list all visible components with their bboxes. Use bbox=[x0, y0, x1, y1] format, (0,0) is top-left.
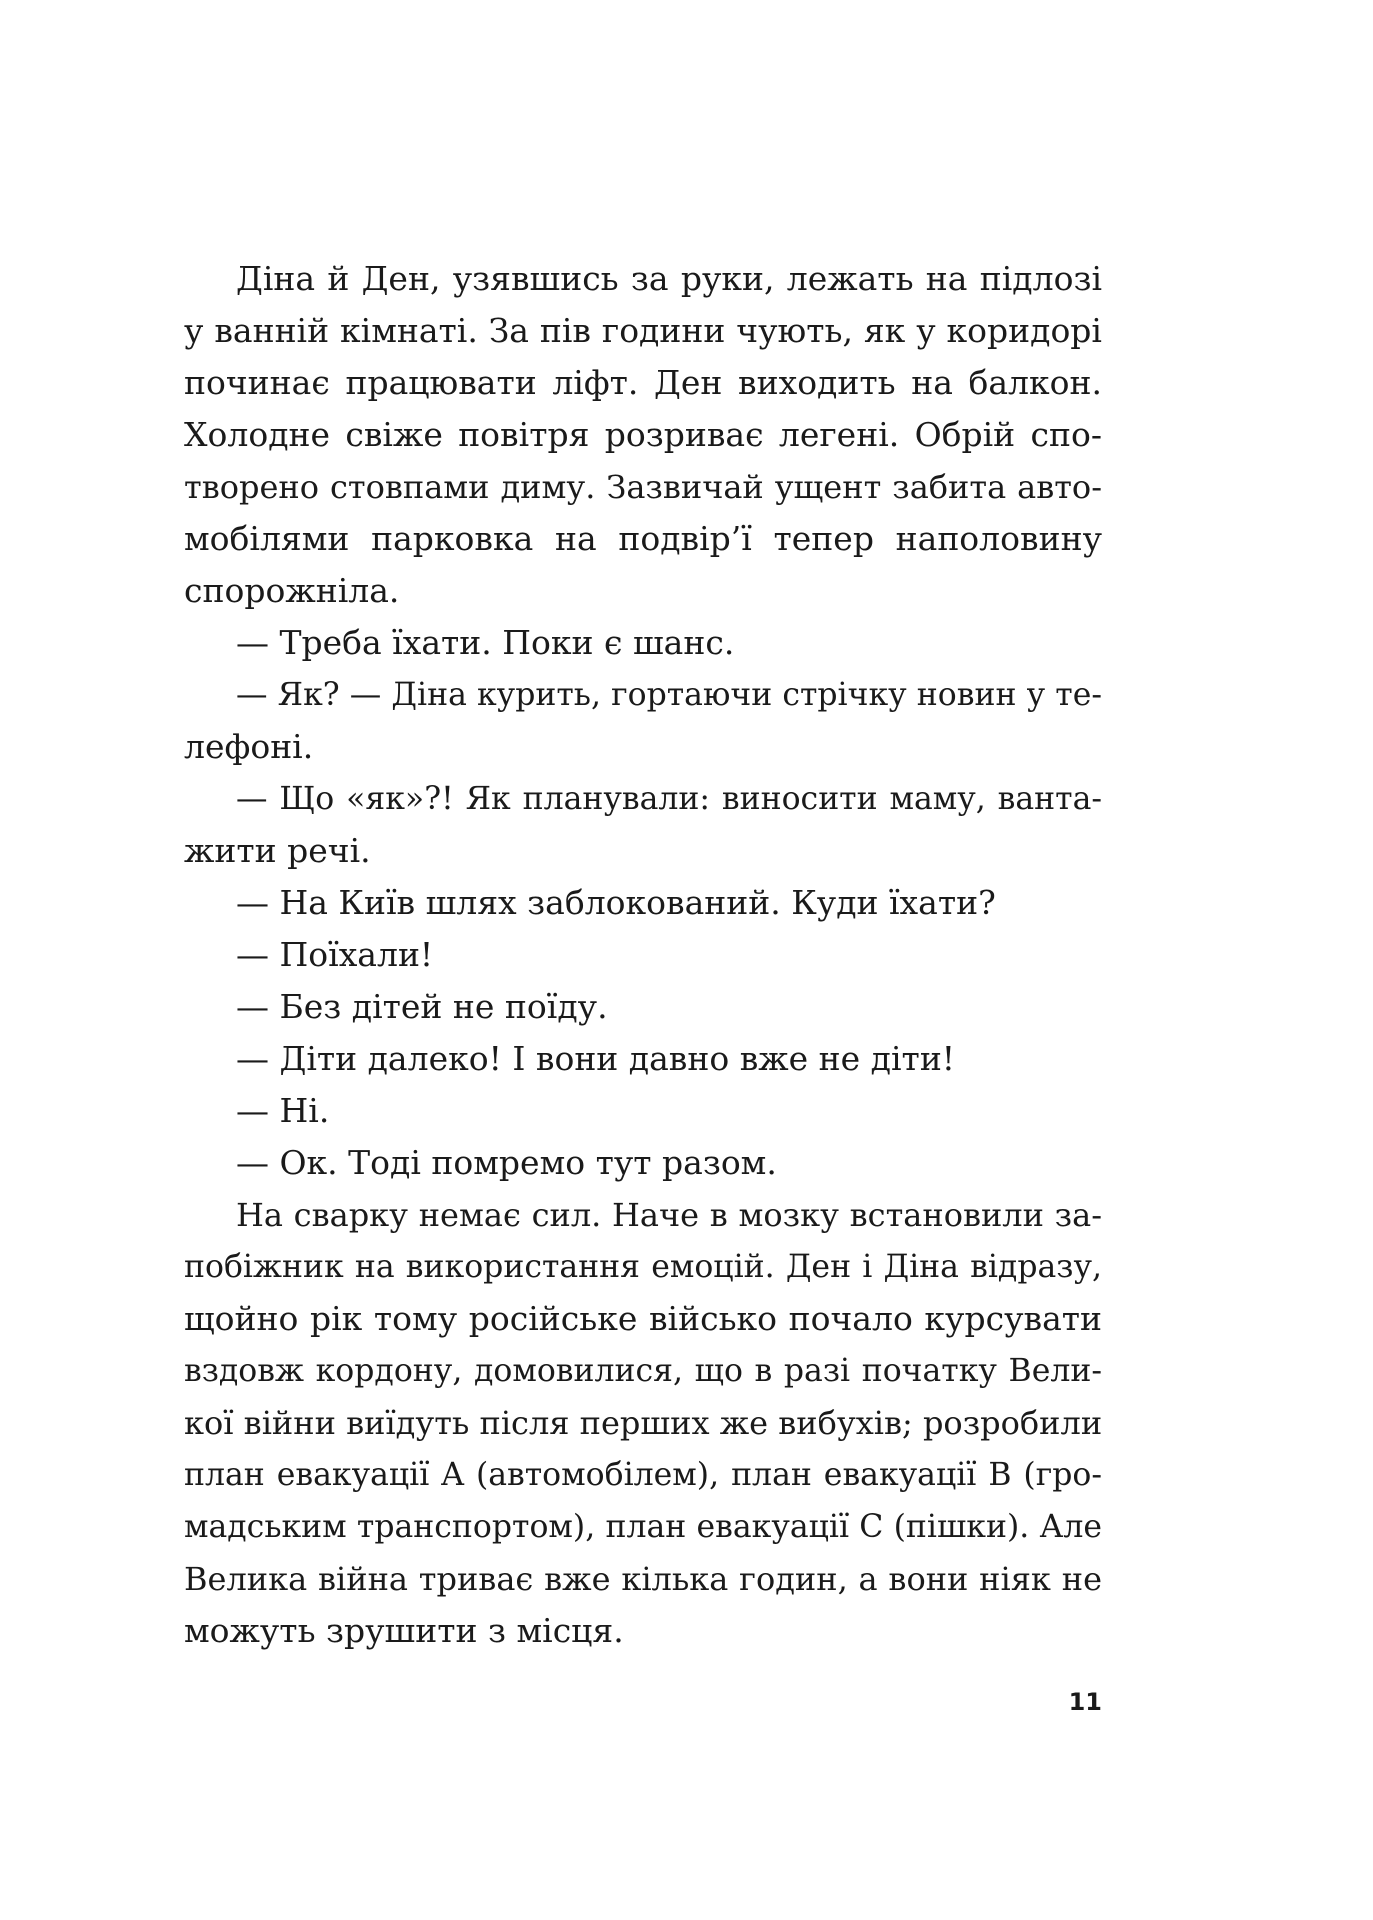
text-line: побіжник на використання емоцій. Ден і Діна відразу, bbox=[184, 1249, 1102, 1285]
text-line: Холодне свіже повітря розриває легені. Обрій спо- bbox=[184, 415, 1102, 454]
text-line: можуть зрушити з місця. bbox=[184, 1611, 624, 1650]
text-line: На сварку немає сил. Наче в мозку встановили за- bbox=[236, 1196, 1102, 1234]
dialogue-line: — Ок. Тоді помремо тут разом. bbox=[236, 1143, 777, 1182]
text-line: творено стовпами диму. Зазвичай ущент забита авто- bbox=[184, 468, 1102, 506]
text-line: щойно рік тому російське військо почало курсувати bbox=[184, 1299, 1102, 1338]
dialogue-line: — Що «як»?! Як планували: виносити маму, ванта- bbox=[236, 781, 1102, 817]
dialogue-line: — Без дітей не поїду. bbox=[236, 987, 608, 1026]
text-line: Велика війна триває вже кілька годин, а вони ніяк не bbox=[184, 1560, 1102, 1598]
page-number: 11 bbox=[1068, 1688, 1102, 1716]
text-line: у ванній кімнаті. За пів години чують, як у коридорі bbox=[184, 311, 1102, 350]
text-line: спорожніла. bbox=[184, 571, 400, 610]
dialogue-line: — Треба їхати. Поки є шанс. bbox=[236, 623, 735, 662]
text-line: починає працювати ліфт. Ден виходить на балкон. bbox=[184, 363, 1102, 402]
dialogue-line: — Ні. bbox=[236, 1091, 330, 1130]
dialogue-line: — Поїхали! bbox=[236, 935, 434, 974]
dialogue-line: — Як? — Діна курить, гортаючи стрічку новин у те- bbox=[236, 677, 1102, 713]
text-line: план евакуації A (автомобілем), план евакуації B (гро- bbox=[184, 1457, 1102, 1493]
dialogue-line: лефоні. bbox=[184, 727, 314, 766]
text-line: вздовж кордону, домовилися, що в разі початку Вели- bbox=[184, 1353, 1102, 1389]
text-line: Діна й Ден, узявшись за руки, лежать на підлозі bbox=[236, 259, 1102, 298]
dialogue-line: — На Київ шлях заблокований. Куди їхати? bbox=[236, 883, 996, 922]
dialogue-line: жити речі. bbox=[184, 831, 371, 870]
text-line: мадським транспортом), план евакуації C (пішки). Але bbox=[184, 1509, 1102, 1545]
text-line: кої війни виїдуть після перших же вибухів; розробили bbox=[184, 1404, 1103, 1442]
dialogue-line: — Діти далеко! І вони давно вже не діти! bbox=[236, 1039, 956, 1078]
text-line: мобілями парковка на подвір’ї тепер наполовину bbox=[184, 519, 1102, 558]
body-text bbox=[184, 253, 1102, 1657]
